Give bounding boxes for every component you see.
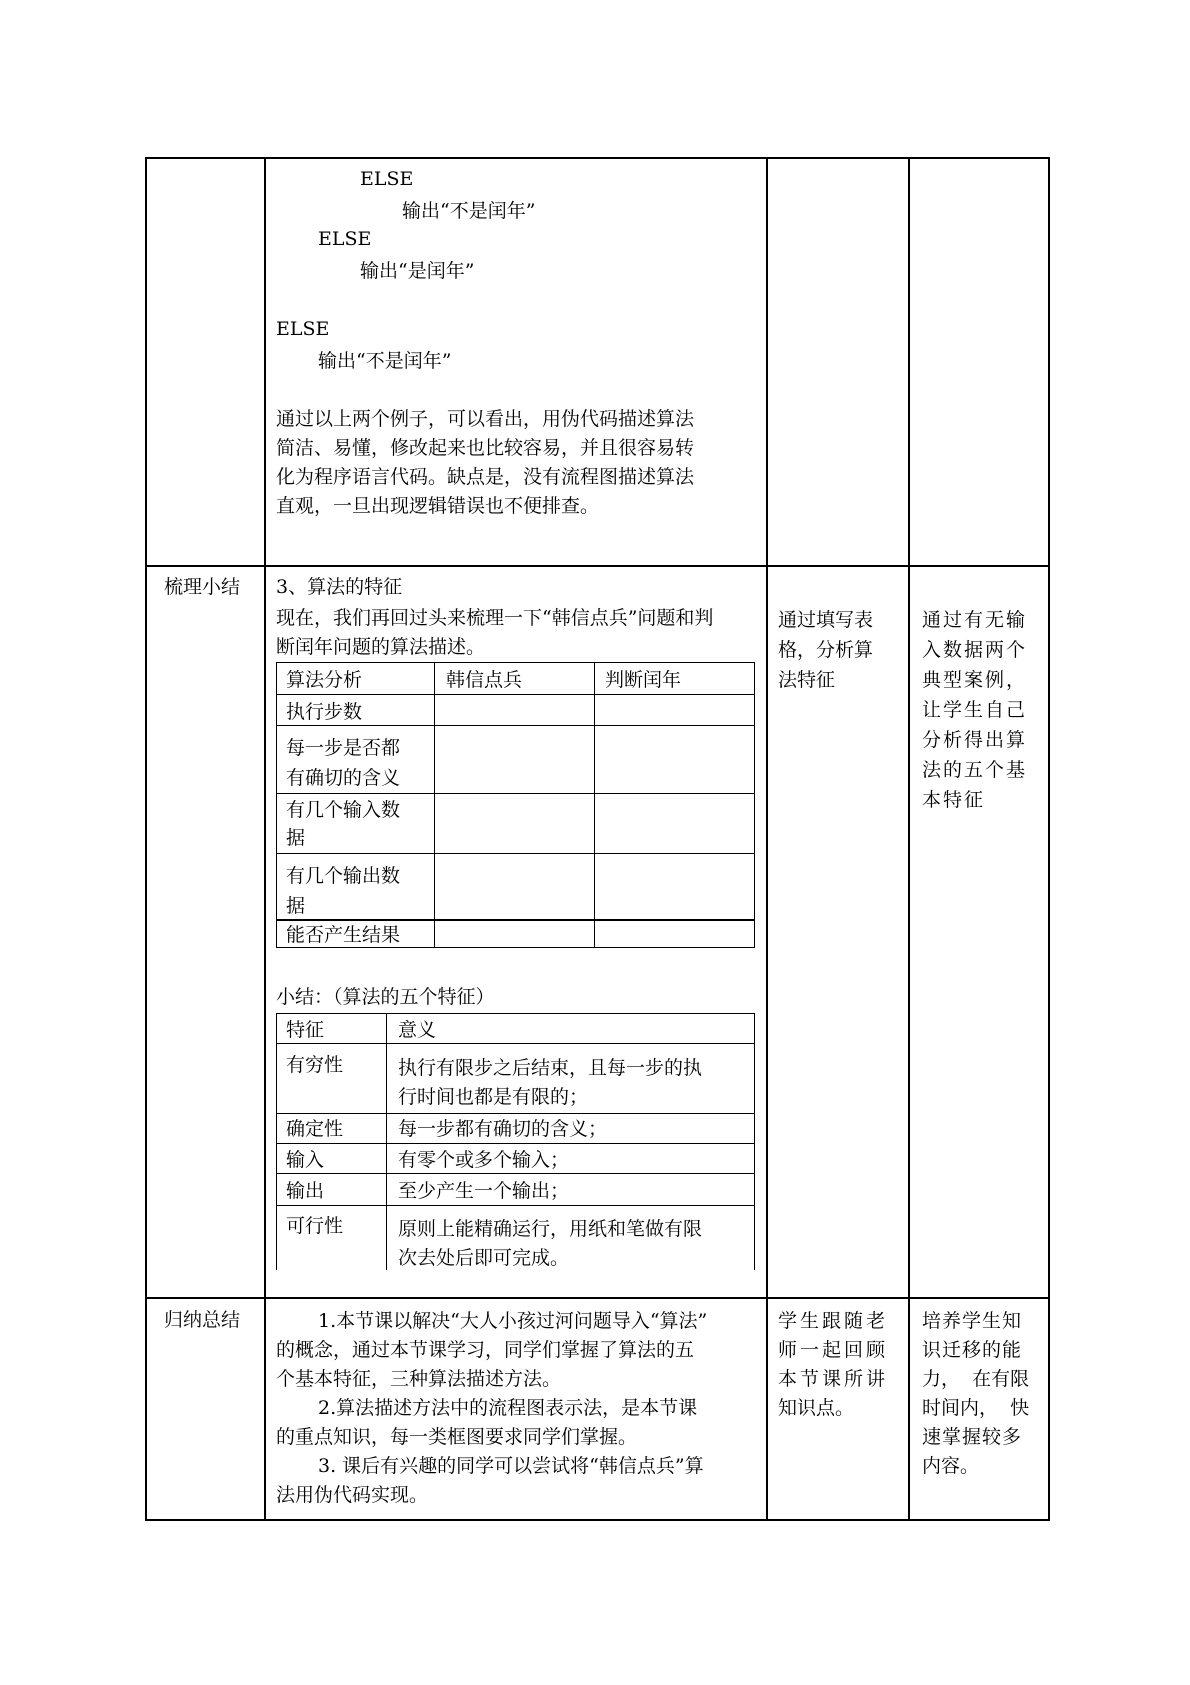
row2-student-line: 法特征	[778, 669, 836, 691]
row3-intent-line: 内容。	[922, 1455, 980, 1477]
row2-intent-line: 让学生自己	[922, 699, 1028, 721]
row1-paragraph-line-4: 直观，一旦出现逻辑错误也不便排查。	[276, 495, 600, 517]
analysis-header-leapyear: 判断闰年	[605, 669, 682, 691]
row1-paragraph-line-2: 简洁、易懂，修改起来也比较容易，并且很容易转	[276, 437, 695, 459]
features-table-top	[276, 1013, 755, 1014]
row2-intent-line: 入数据两个	[922, 639, 1028, 661]
analysis-row-input-2: 据	[286, 827, 306, 849]
analysis-row-output-2: 据	[286, 895, 306, 917]
features-header-meaning: 意义	[398, 1019, 437, 1041]
feature-name: 有穷性	[286, 1054, 344, 1076]
table-top-border	[145, 157, 1050, 159]
col-border-1	[264, 157, 266, 1521]
feature-name: 确定性	[286, 1118, 344, 1140]
analysis-row-result: 能否产生结果	[286, 924, 401, 946]
feature-name: 输入	[286, 1149, 325, 1171]
row3-content-line: 个基本特征，三种算法描述方法。	[276, 1368, 562, 1390]
features-table-row-line	[276, 1143, 755, 1144]
analysis-row-meaning-1: 每一步是否都	[286, 737, 401, 759]
analysis-table-col-line	[594, 662, 595, 948]
features-table-row-line	[276, 1113, 755, 1114]
analysis-table-col-line	[754, 662, 755, 948]
row1-paragraph-line-1: 通过以上两个例子，可以看出，用伪代码描述算法	[276, 408, 695, 430]
row3-content-line: 3. 课后有兴趣的同学可以尝试将“韩信点兵”算	[318, 1455, 704, 1477]
analysis-table-col-line	[276, 662, 277, 948]
col-border-2	[766, 157, 768, 1521]
features-table-col-line	[754, 1013, 755, 1270]
row2-intent-line: 本特征	[922, 789, 986, 811]
feature-meaning: 每一步都有确切的含义；	[398, 1118, 608, 1140]
analysis-table-row-line	[276, 853, 755, 854]
features-table-row-line	[276, 1043, 755, 1044]
analysis-row-output-1: 有几个输出数	[286, 865, 401, 887]
code-line-2: 输出“不是闰年”	[402, 200, 536, 222]
col-border-4	[1048, 157, 1050, 1521]
row3-student-line: 学生跟随老	[778, 1310, 889, 1332]
code-line-3: ELSE	[318, 228, 372, 250]
analysis-header-criteria: 算法分析	[286, 669, 363, 691]
row3-intent-line: 识迁移的能	[922, 1339, 1023, 1361]
feature-name: 输出	[286, 1180, 325, 1202]
features-table-col-line	[276, 1013, 277, 1270]
row2-intent-line: 法的五个基	[922, 759, 1028, 781]
feature-meaning: 有零个或多个输入；	[398, 1149, 570, 1171]
row3-student-line: 知识点。	[778, 1397, 855, 1419]
row3-intent-line: 力， 在有限	[922, 1368, 1030, 1390]
row3-intent-line: 培养学生知	[922, 1310, 1023, 1332]
row3-student-line: 本节课所讲	[778, 1368, 889, 1390]
stage-label-summary: 归纳总结	[164, 1309, 241, 1331]
analysis-header-hanxin: 韩信点兵	[446, 669, 523, 691]
row3-content-line: 的重点知识，每一类框图要求同学们掌握。	[276, 1426, 638, 1448]
analysis-table-top	[276, 662, 755, 663]
row2-student-line: 通过填写表	[778, 609, 874, 631]
row3-content-line: 2.算法描述方法中的流程图表示法，是本节课	[318, 1397, 698, 1419]
row3-intent-line: 速掌握较多	[922, 1426, 1023, 1448]
analysis-table-row-line	[276, 694, 755, 695]
col-border-3	[908, 157, 910, 1521]
features-header-feature: 特征	[286, 1019, 325, 1041]
row-divider-2	[145, 1297, 1050, 1299]
row1-paragraph-line-3: 化为程序语言代码。缺点是，没有流程图描述算法	[276, 466, 695, 488]
row-divider-1	[145, 565, 1050, 567]
analysis-row-input-1: 有几个输入数	[286, 799, 401, 821]
row3-content-line: 的概念，通过本节课学习，同学们掌握了算法的五	[276, 1339, 695, 1361]
row3-intent-line: 时间内， 快	[922, 1397, 1030, 1419]
row3-content-line: 法用伪代码实现。	[276, 1484, 429, 1506]
stage-label-review: 梳理小结	[164, 576, 241, 598]
row2-student-line: 格，分析算	[778, 639, 874, 661]
intro-line-2: 断闰年问题的算法描述。	[276, 636, 486, 658]
feature-meaning: 原则上能精确运行，用纸和笔做有限	[398, 1218, 703, 1240]
features-table-col-line	[386, 1013, 387, 1270]
code-line-5: ELSE	[276, 318, 330, 340]
feature-name: 可行性	[286, 1215, 344, 1237]
col-border-0	[145, 157, 147, 1521]
row3-content-line: 1.本节课以解决“大人小孩过河问题导入“算法”	[318, 1310, 708, 1332]
row2-intent-line: 分析得出算	[922, 729, 1028, 751]
analysis-table-col-line	[434, 662, 435, 948]
analysis-row-meaning-2: 有确切的含义	[286, 767, 401, 789]
intro-line-1: 现在，我们再回过头来梳理一下“韩信点兵”问题和判	[276, 607, 714, 629]
section-heading: 3、算法的特征	[276, 576, 403, 598]
feature-meaning: 次去处后即可完成。	[398, 1247, 570, 1269]
feature-meaning: 至少产生一个输出；	[398, 1180, 570, 1202]
analysis-row-steps: 执行步数	[286, 701, 363, 723]
summary-title: 小结：（算法的五个特征）	[276, 986, 495, 1008]
features-table-row-line	[276, 1205, 755, 1206]
code-line-6: 输出“不是闰年”	[318, 350, 452, 372]
row2-intent-line: 通过有无输	[922, 609, 1028, 631]
code-line-1: ELSE	[360, 168, 414, 190]
table-bottom-border	[145, 1519, 1050, 1521]
row2-intent-line: 典型案例，	[922, 669, 1028, 691]
feature-meaning: 执行有限步之后结束，且每一步的执	[398, 1057, 703, 1079]
feature-meaning: 行时间也都是有限的；	[398, 1086, 589, 1108]
analysis-table-row-line	[276, 793, 755, 794]
row3-student-line: 师一起回顾	[778, 1339, 889, 1361]
code-line-4: 输出“是闰年”	[360, 260, 475, 282]
